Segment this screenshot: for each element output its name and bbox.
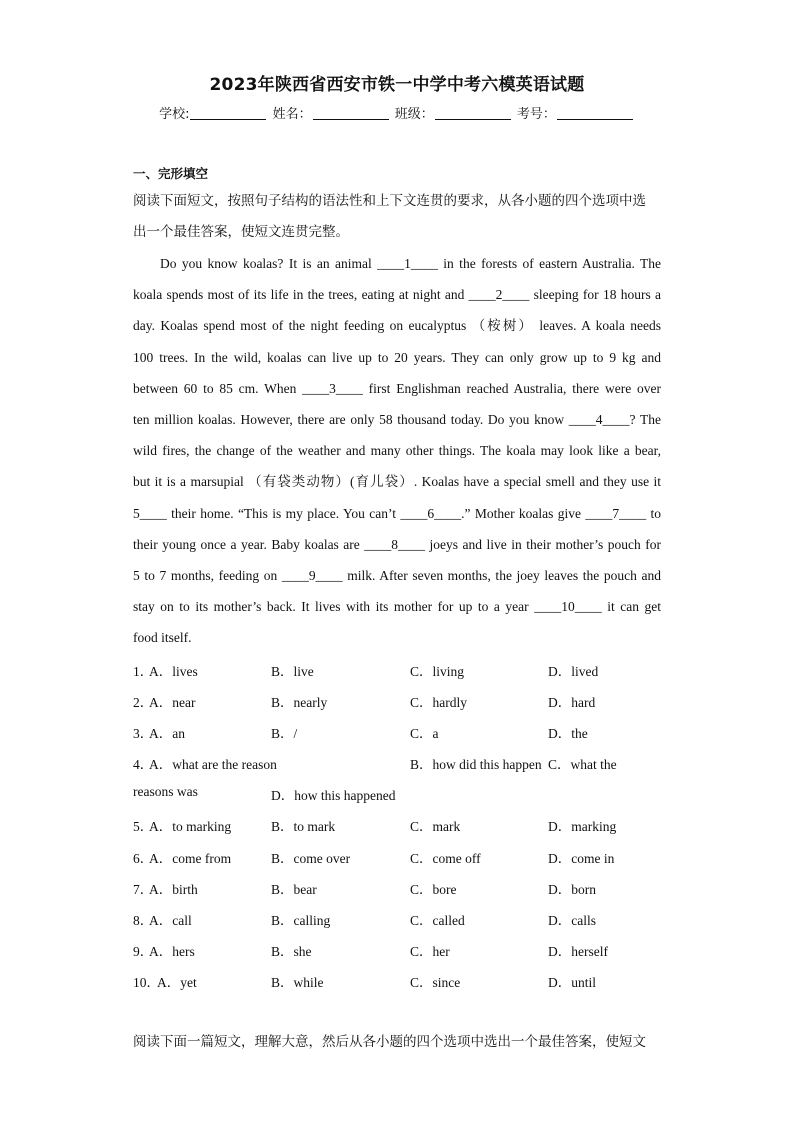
question-row [133,722,661,753]
class-field[interactable] [435,107,511,120]
question-number: 8． [133,913,154,928]
option-c-continued[interactable]: reasons was [133,784,198,799]
question-number: 3． [133,726,154,741]
question-row [133,909,661,940]
option-a[interactable]: A．call [149,913,192,928]
question-row [133,847,661,878]
option-d[interactable]: D．born [548,882,596,897]
option-d[interactable]: D．how this happened [271,788,396,803]
passage-line: food itself. [133,630,192,646]
question-number: 5． [133,819,154,834]
option-c[interactable]: C．hardly [410,695,467,710]
option-b[interactable]: B．she [271,944,312,959]
option-b[interactable]: B．/ [271,726,298,741]
question-number: 6． [133,851,154,866]
question-row-continued [133,784,661,815]
name-label: 姓名： [272,107,312,122]
passage-line: 5 to 7 months, feeding on ____9____ milk. After seven months, the joey leaves the pouch and [133,567,661,583]
instruction-line: 阅读下面短文，按照句子结构的语法性和上下文连贯的要求，从各小题的四个选项中选 [133,193,646,209]
question-row [133,660,661,691]
option-a[interactable]: A．come from [149,851,232,866]
passage-line: 5____ their home. “This is my place. You can’t ____6____.” Mother koalas give ____7____ to [133,505,661,521]
reading-instruction: 阅读下面一篇短文，理解大意，然后从各小题的四个选项中选出一个最佳答案，使短文 [133,1034,646,1050]
school-label: 学校: [159,107,190,122]
passage-line: 100 trees. In the wild, koalas can live up to 20 years. They can only grow up to 9 kg and [133,349,661,365]
question-number: 7． [133,882,154,897]
passage-line: koala spends most of its life in the trees, eating at night and ____2____ sleeping for 18 hours a [133,287,661,303]
question-row [133,691,661,722]
passage-line: but it is a marsupial （有袋类动物）(育儿袋）. Koalas have a special smell and they use it [133,474,661,490]
question-row [133,878,661,909]
option-c[interactable]: C．come off [410,851,481,866]
passage-line: their young once a year. Baby koalas are ____8____ joeys and live in their mother’s pouch for [133,536,661,552]
passage-line: ten million koalas. However, there are only 58 thousand today. Do you know ____4____? The [133,411,661,427]
option-c[interactable]: C．mark [410,819,461,834]
option-c[interactable]: C．called [410,913,465,928]
question-row [133,753,661,784]
cloze-passage [133,248,661,653]
option-a[interactable]: A．near [149,695,196,710]
option-c[interactable]: C．living [410,664,465,679]
question-row [133,815,661,846]
instruction-line: 出一个最佳答案，使短文连贯完整。 [133,224,349,240]
number-field[interactable] [557,107,633,120]
option-c[interactable]: C．a [410,726,439,741]
option-b[interactable]: B．live [271,664,314,679]
passage-line: wild fires, the change of the weather and many other things. The koala may look like a bear, [133,443,661,459]
option-b[interactable]: B．to mark [271,819,336,834]
school-field[interactable] [190,107,266,120]
passage-line: between 60 to 85 cm. When ____3____ first Englishman reached Australia, there were over [133,380,661,396]
section-heading: 一、完形填空 [133,166,209,181]
option-b[interactable]: B．while [271,975,324,990]
question-number: 10． [133,975,160,990]
student-info-line [0,103,794,122]
option-b[interactable]: B．nearly [271,695,328,710]
option-c[interactable]: C．what the [548,757,617,772]
option-d[interactable]: D．lived [548,664,599,679]
page-title: 2023年陕西省西安市铁一中学中考六模英语试题 [209,75,585,95]
question-number: 9． [133,944,154,959]
passage-line: day. Koalas spend most of the night feeding on eucalyptus （桉树） leaves. A koala needs [133,318,661,334]
option-a[interactable]: A．hers [149,944,195,959]
option-d[interactable]: D．marking [548,819,617,834]
question-number: 4． [133,757,154,772]
passage-line: stay on to its mother’s back. It lives with its mother for up to a year ____10____ it can get [133,599,661,615]
option-b[interactable]: B．how did this happen [410,757,542,772]
option-b[interactable]: B．calling [271,913,331,928]
option-a[interactable]: A．yet [157,975,197,990]
option-a[interactable]: A．an [149,726,185,741]
option-b[interactable]: B．come over [271,851,351,866]
option-d[interactable]: D．the [548,726,588,741]
option-c[interactable]: C．her [410,944,450,959]
class-label: 班级： [394,107,434,122]
instruction-text [133,186,661,248]
option-a[interactable]: A．lives [149,664,198,679]
option-d[interactable]: D．hard [548,695,596,710]
number-label: 考号： [516,107,556,122]
option-a[interactable]: A．what are the reason [149,757,277,772]
option-c[interactable]: C．since [410,975,461,990]
option-d[interactable]: D．come in [548,851,615,866]
option-c[interactable]: C．bore [410,882,457,897]
passage-line: Do you know koalas? It is an animal ____1____ in the forests of eastern Australia. The [160,256,661,271]
name-field[interactable] [313,107,389,120]
option-a[interactable]: A．birth [149,882,198,897]
question-number: 1． [133,664,154,679]
option-d[interactable]: D．herself [548,944,608,959]
option-d[interactable]: D．until [548,975,597,990]
question-row [133,971,661,1002]
option-a[interactable]: A．to marking [149,819,232,834]
question-row [133,940,661,971]
option-b[interactable]: B．bear [271,882,317,897]
option-d[interactable]: D．calls [548,913,596,928]
question-number: 2． [133,695,154,710]
